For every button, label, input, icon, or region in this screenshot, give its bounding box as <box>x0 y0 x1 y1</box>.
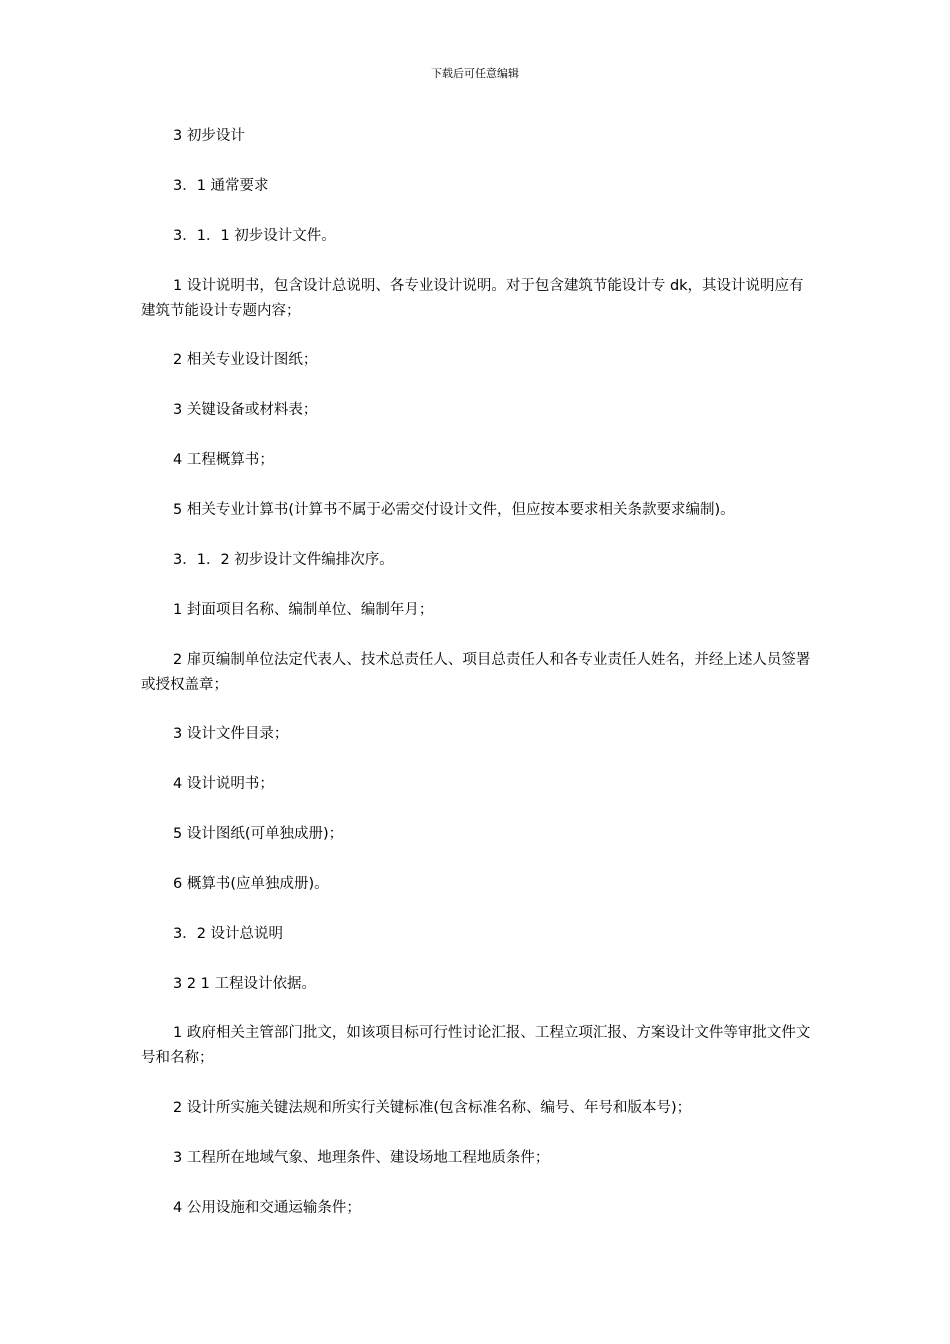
list-item: 1 封面项目名称、编制单位、编制年月； <box>173 602 434 618</box>
list-item: 1 政府相关主管部门批文，如该项目标可行性讨论汇报、工程立项汇报、方案设计文件等审批文件文号和名称； <box>141 1025 811 1066</box>
list-item: 5 相关专业计算书(计算书不属于必需交付设计文件，但应按本要求相关条款要求编制)。 <box>173 502 735 518</box>
list-item: 5 设计图纸(可单独成册)； <box>173 826 344 842</box>
list-item: 3 关键设备或材料表； <box>173 402 318 418</box>
clause-heading: 3 2 1 工程设计依据。 <box>173 976 317 992</box>
list-item: 4 公用设施和交通运输条件； <box>173 1200 361 1216</box>
list-item: 2 扉页编制单位法定代表人、技术总责任人、项目总责任人和各专业责任人姓名，并经上述人员签署或授权盖章； <box>141 652 811 693</box>
section-heading: 3 初步设计 <box>173 128 245 144</box>
list-item: 6 概算书(应单独成册)。 <box>173 876 329 892</box>
list-item: 2 相关专业设计图纸； <box>173 352 318 368</box>
list-item: 1 设计说明书，包含设计总说明、各专业设计说明。对于包含建筑节能设计专 dk，其设计说明应有建筑节能设计专题内容； <box>141 278 804 319</box>
page-header: 下载后可任意编辑 <box>431 67 519 80</box>
list-item: 4 设计说明书； <box>173 776 274 792</box>
list-item: 3 设计文件目录； <box>173 726 289 742</box>
subsection-heading: 3．1 通常要求 <box>173 178 269 194</box>
list-item: 3 工程所在地域气象、地理条件、建设场地工程地质条件； <box>173 1150 550 1166</box>
subsection-heading: 3．2 设计总说明 <box>173 926 284 942</box>
clause-heading: 3．1．1 初步设计文件。 <box>173 228 336 244</box>
list-item: 2 设计所实施关键法规和所实行关键标准(包含标准名称、编号、年号和版本号)； <box>173 1100 692 1116</box>
clause-heading: 3．1．2 初步设计文件编排次序。 <box>173 552 394 568</box>
list-item: 4 工程概算书； <box>173 452 274 468</box>
